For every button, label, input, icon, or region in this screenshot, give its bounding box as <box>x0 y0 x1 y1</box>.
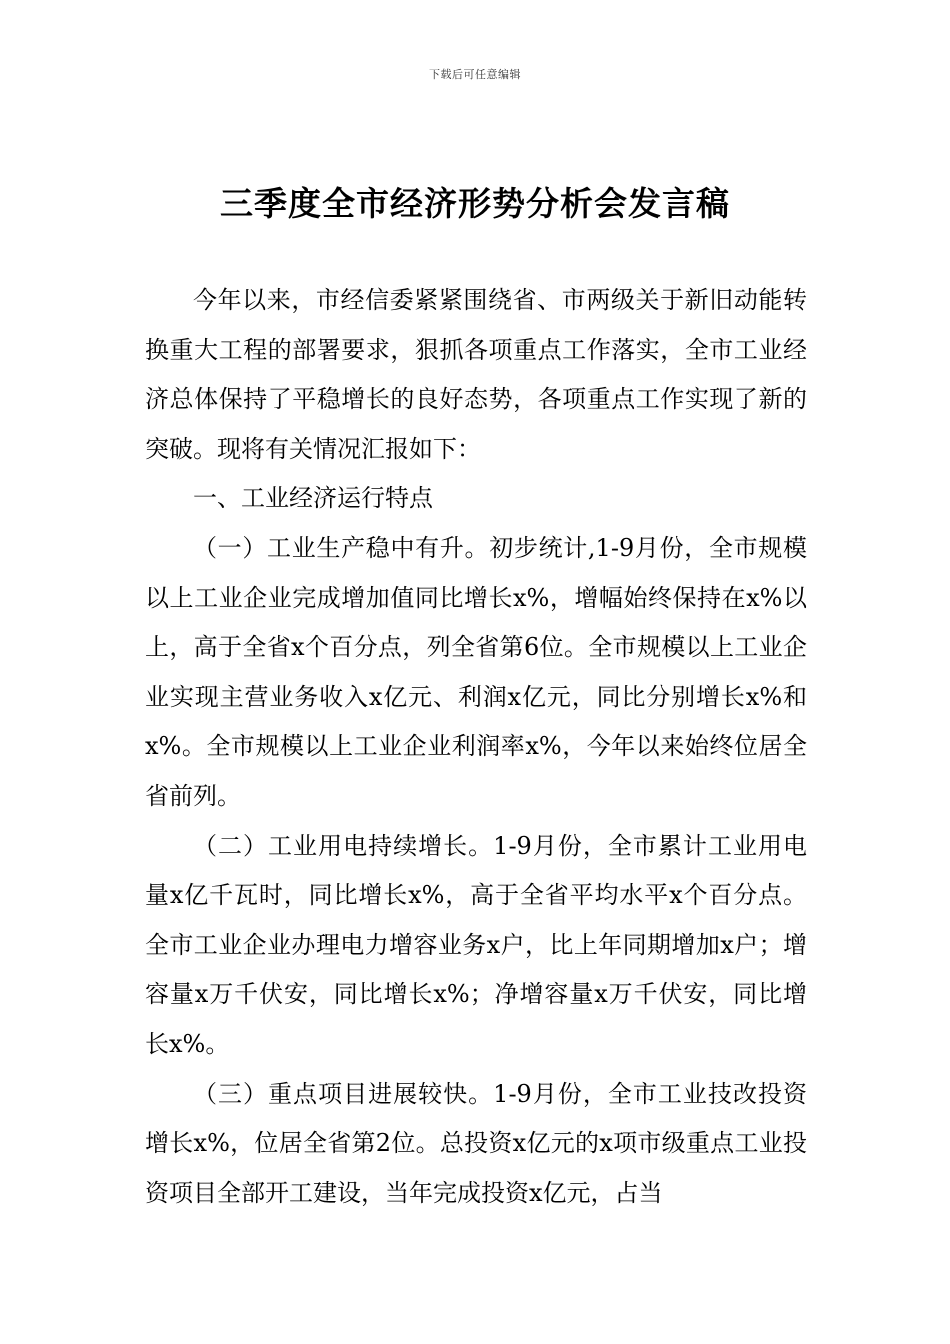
paragraph-industrial-production: （一）工业生产稳中有升。初步统计,1-9月份，全市规模以上工业企业完成增加值同比增长x%，增幅始终保持在x%以上，高于全省x个百分点，列全省第6位。全市规模以上工业企业实现主营业务收入x亿元、利润x亿元，同比分别增长x%和x%。全市规模以上工业企业利润率x%，今年以来始终位居全省前列。 <box>145 533 807 810</box>
paragraph-intro: 今年以来，市经信委紧紧围绕省、市两级关于新旧动能转换重大工程的部署要求，狠抓各项重点工作落实，全市工业经济总体保持了平稳增长的良好态势，各项重点工作实现了新的突破。现将有关情况汇报如下： <box>145 286 807 463</box>
section-heading: 一、工业经济运行特点 <box>193 484 433 513</box>
paragraph-key-projects: （三）重点项目进展较快。1-9月份，全市工业技改投资增长x%，位居全省第2位。总投资x亿元的x项市级重点工业投资项目全部开工建设，当年完成投资x亿元，占当 <box>145 1079 807 1207</box>
document-title: 三季度全市经济形势分析会发言稿 <box>220 184 730 223</box>
document-body <box>145 276 807 1218</box>
header-note: 下载后可任意编辑 <box>429 68 521 81</box>
paragraph-industrial-electricity: （二）工业用电持续增长。1-9月份，全市累计工业用电量x亿千瓦时，同比增长x%，高于全省平均水平x个百分点。全市工业企业办理电力增容业务x户，比上年同期增加x户；增容量x万千伏安，同比增长x%；净增容量x万千伏安，同比增长x%。 <box>145 831 807 1058</box>
